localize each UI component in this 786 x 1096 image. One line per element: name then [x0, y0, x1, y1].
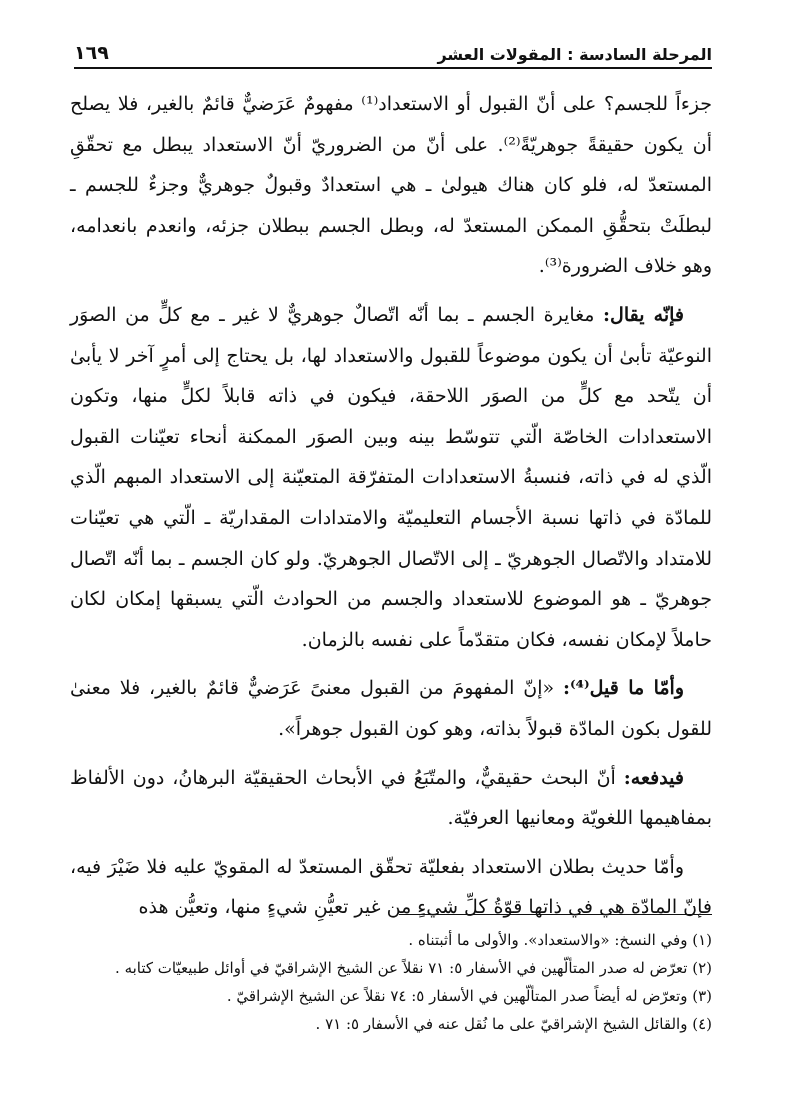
footnote: (١) وفي النسخ: «والاستعداد». والأولى ما أثبتناه . [408, 931, 712, 949]
paragraph-lead: وأمّا ما قيل⁽⁴⁾: [562, 677, 684, 700]
chapter-title: المرحلة السادسة : المقولات العشر [437, 45, 712, 64]
paragraph-text: أنّ البحث حقيقيٌّ، والمتّبَعُ في الأبحاث الحقيقيّة البرهانُ، دون الألفاظ بمفاهيمها اللغويّة ومعانيها العرفيّة. [70, 766, 712, 830]
page-number: ١٦٩ [74, 42, 109, 64]
footnote: (٣) وتعرّض له أيضاً صدر المتألّهين في الأسفار ٥: ٧٤ نقلاً عن الشيخ الإشراقيّ . [226, 987, 712, 1005]
paragraph-text: «إنّ المفهومَ من القبول معنىً عَرَضيٌّ قائمٌ بالغير، فلا معنىٰ للقول بكون المادّة قبولاً بذاته، وهو كون القبول جوهراً». [70, 677, 712, 740]
main-text [70, 84, 712, 936]
paragraph [70, 295, 712, 660]
paragraph: وأمّا حديث بطلان الاستعداد بفعليّة تحقّق المستعدّ له المقويّ عليه فلا ضَيْرَ فيه، فإنّ المادّة هي في ذاتها قوّةُ كلِّ شيءٍ من غير تعيُّنِ شيءٍ منها، وتعيُّن هذه [70, 855, 712, 919]
paragraph [70, 668, 712, 749]
running-header [74, 30, 712, 69]
footnote: (٢) تعرّض له صدر المتألّهين في الأسفار ٥: ٧١ نقلاً عن الشيخ الإشراقيّ في أوائل طبيعيّات كتابه . [115, 959, 712, 977]
paragraph [70, 758, 712, 839]
footnote-divider [399, 914, 712, 915]
paragraph-text: مغايرة الجسم ـ بما أنّه اتّصالٌ جوهريٌّ لا غير ـ مع كلٍّ من الصوَر النوعيّة تأبىٰ أن يكون موضوعاً للقبول والاستعداد لها، بل يحتاج إلى أمرٍ آخر لا يأبىٰ أن يتّحد مع كلٍّ من الصوَر اللاحقة، فيكون في ذاته قابلاً لكلٍّ منها، وتكون الاستعدادات الخاصّة الّتي تتوسّط بينه وبين الصوَر الممكنة أنحاء تعيّنات القبول الّذي له في ذاته، فنسبةُ الاستعدادات المتفرّقة المتعيّنة إلى الاستعداد المبهم الّذي للمادّة في ذاتها نسبة الأجسام التعليميّة والامتدادات المقداريّة ـ الّتي هي تعيّنات للامتداد والاتّصال الجوهريّ ـ إلى الاتّصال الجوهريّ. ولو كان الجسم ـ بما أنّه اتّصال جوهريّ ـ هو الموضوع للاستعداد والجسم من الحوادث الّتي يسبقها إمكان لكان حاملاً لإمكان نفسه، فكان متقدّماً على نفسه بالزمان. [70, 303, 712, 651]
paragraph-lead: فإنّه يقال: [603, 303, 685, 326]
footnotes [70, 926, 712, 1038]
paragraph-lead: فيدفعه: [623, 766, 684, 789]
footnote: (٤) والقائل الشيخ الإشراقيّ على ما نُقل عنه في الأسفار ٥: ٧١ . [315, 1015, 712, 1033]
paragraph: جزءاً للجسم؟ على أنّ القبول أو الاستعداد⁽¹⁾ مفهومٌ عَرَضيٌّ قائمٌ بالغير، فلا يصلح أن يكون حقيقةً جوهريّةً⁽²⁾. على أنّ من الضروريّ أنّ الاستعداد يبطل مع تحقّقِ المستعدّ له، فلو كان هناك هيولىٰ ـ هي استعدادٌ وقبولٌ جوهريٌّ وجزءٌ للجسم ـ لبطلَتْ بتحقُّقِ الممكن المستعدّ له، وبطل الجسم ببطلان جزئه، وانعدم بانعدامه، وهو خلاف الضرورة⁽³⁾. [70, 93, 713, 278]
